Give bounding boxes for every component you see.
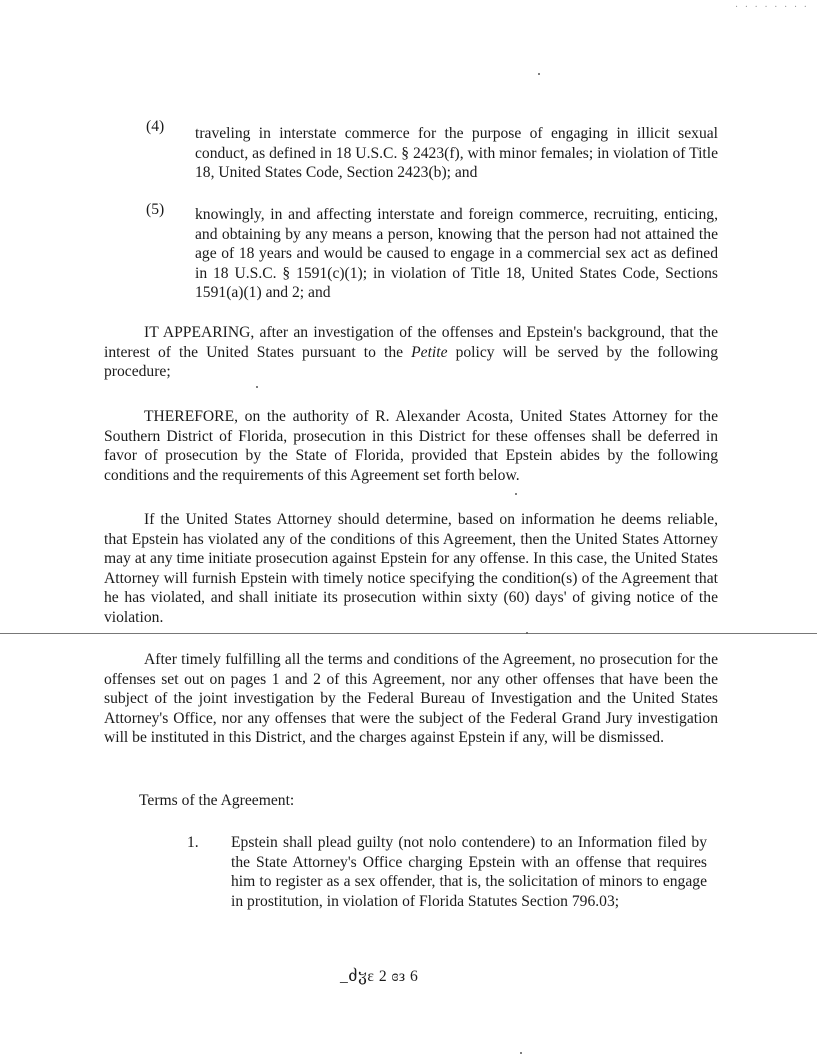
scan-speck bbox=[520, 1052, 522, 1054]
page-fold-line bbox=[0, 633, 817, 634]
item-4-number: (4) bbox=[146, 118, 165, 135]
scan-artifact: · · · · · · · · bbox=[734, 2, 809, 13]
paragraph-after: After timely fulfilling all the terms and conditions of the Agreement, no prosecution for the offenses set out on pages 1 and 2 of this Agreement, nor any other offenses that have been the subject of the joint investigation by the Federal Bureau of Investigation and the United States Attorney's Office, nor any offenses that were the subject of the Federal Grand Jury investigation will be instituted in this District, and the charges against Epstein if any, will be dismissed. bbox=[104, 651, 718, 747]
item-5-number: (5) bbox=[146, 201, 165, 218]
paragraph-therefore: THEREFORE, on the authority of R. Alexander Acosta, United States Attorney for the Southern District of Florida, prosecution in this District for these offenses shall be deferred in favor of prosecution by the State of Florida, provided that Epstein abides by the following conditions and the requirements of this Agreement set forth below. bbox=[104, 408, 718, 484]
scan-speck bbox=[538, 73, 540, 75]
paragraph-if: If the United States Attorney should determine, based on information he deems reliable, that Epstein has violated any of the conditions of this Agreement, then the United States Attorney may at any time initiate prosecution against Epstein for any offense. In this case, the United States Attorney will furnish Epstein with timely notice specifying the condition(s) of the Agreement that he has violated, and shall initiate its prosecution within sixty (60) days' of giving notice of the violation. bbox=[104, 511, 718, 626]
scan-speck bbox=[515, 493, 517, 495]
page-footer: _ძჳε 2 ɞз 6 bbox=[340, 968, 419, 985]
appearing-before: IT APPEARING, after an investigation of the offenses and Epstein's background, that the interest of the United States pursuant to the bbox=[104, 324, 718, 361]
item-5-text: knowingly, in and affecting interstate and foreign commerce, recruiting, enticing, and obtaining by any means a person, knowing that the person had not attained the age of 18 years and would be caused to engage in a commercial sex act as defined in 18 U.S.C. § 1591(c)(1); in violation of Title 18, United States Code, Sections 1591(a)(1) and 2; and bbox=[195, 206, 718, 302]
term-1-text: Epstein shall plead guilty (not nolo contendere) to an Information filed by the State Attorney's Office charging Epstein with an offense that requires him to register as a sex offender, that is, the solicitation of minors to engage in prostitution, in violation of Florida Statutes Section 796.03; bbox=[231, 834, 707, 910]
scan-speck bbox=[256, 386, 258, 388]
terms-heading: Terms of the Agreement: bbox=[139, 792, 295, 809]
paragraph-it-appearing bbox=[104, 323, 718, 382]
scan-speck bbox=[526, 632, 528, 634]
petite-italic: Petite bbox=[411, 343, 448, 361]
appearing-after: policy will be served by the following procedure; bbox=[104, 343, 718, 381]
term-1-number: 1. bbox=[187, 834, 199, 851]
item-4-text: traveling in interstate commerce for the purpose of engaging in illicit sexual conduct, as defined in 18 U.S.C. § 2423(f), with minor females; in violation of Title 18, United States Code, Section 2423(b); and bbox=[195, 125, 718, 182]
